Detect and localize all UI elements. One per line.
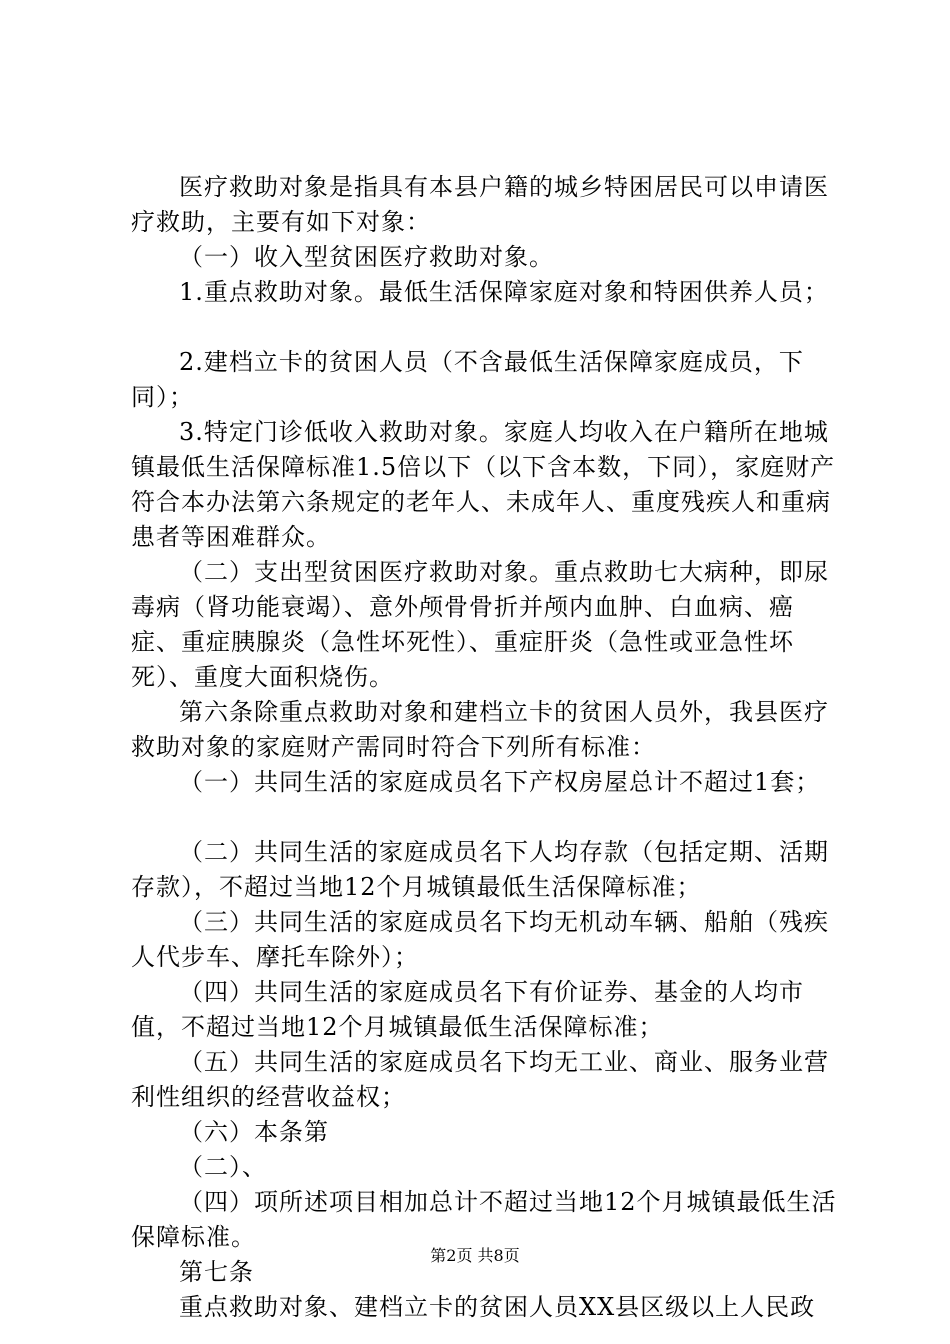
paragraph-7: 第六条除重点救助对象和建档立卡的贫困人员外，我县医疗救助对象的家庭财产需同时符合下列所有标准：: [131, 698, 829, 761]
paragraph-13: （六）本条第: [179, 1118, 329, 1146]
paragraph-6: （二）支出型贫困医疗救助对象。重点救助七大病种，即尿毒病（肾功能衰竭）、意外颅骨骨折并颅内血肿、白血病、癌症、重症胰腺炎（急性坏死性）、重症肝炎（急性或亚急性坏死）、重度大面积烧伤。: [131, 558, 829, 691]
paragraph-1: 医疗救助对象是指具有本县户籍的城乡特困居民可以申请医疗救助，主要有如下对象：: [131, 173, 829, 236]
page-footer: 第2页 共8页: [430, 1246, 520, 1265]
paragraph-5: 3.特定门诊低收入救助对象。家庭人均收入在户籍所在地城镇最低生活保障标准1.5倍以下（以下含本数，下同），家庭财产符合本办法第六条规定的老年人、未成年人、重度残疾人和重病患者等困难群众。: [131, 418, 836, 551]
paragraph-4: 2.建档立卡的贫困人员（不含最低生活保障家庭成员，下同）；: [131, 348, 804, 411]
paragraph-9: （二）共同生活的家庭成员名下人均存款（包括定期、活期存款），不超过当地12个月城镇最低生活保障标准；: [131, 838, 829, 901]
paragraph-11: （四）共同生活的家庭成员名下有价证券、基金的人均市值，不超过当地12个月城镇最低生活保障标准；: [131, 978, 804, 1041]
paragraph-16: 第七条: [179, 1258, 254, 1286]
document-body: [131, 170, 843, 1325]
paragraph-10: （三）共同生活的家庭成员名下均无机动车辆、船舶（残疾人代步车、摩托车除外）；: [131, 908, 829, 971]
paragraph-3: 1.重点救助对象。最低生活保障家庭对象和特困供养人员；: [179, 278, 829, 306]
paragraph-14: （二）、: [179, 1153, 267, 1181]
paragraph-15: （四）项所述项目相加总计不超过当地12个月城镇最低生活保障标准。: [131, 1188, 837, 1251]
paragraph-12: （五）共同生活的家庭成员名下均无工业、商业、服务业营利性组织的经营收益权；: [131, 1048, 829, 1111]
paragraph-8: （一）共同生活的家庭成员名下产权房屋总计不超过1套；: [179, 768, 821, 796]
paragraph-17: 重点救助对象、建档立卡的贫困人员XX县区级以上人民政: [179, 1293, 816, 1321]
paragraph-2: （一）收入型贫困医疗救助对象。: [179, 243, 554, 271]
